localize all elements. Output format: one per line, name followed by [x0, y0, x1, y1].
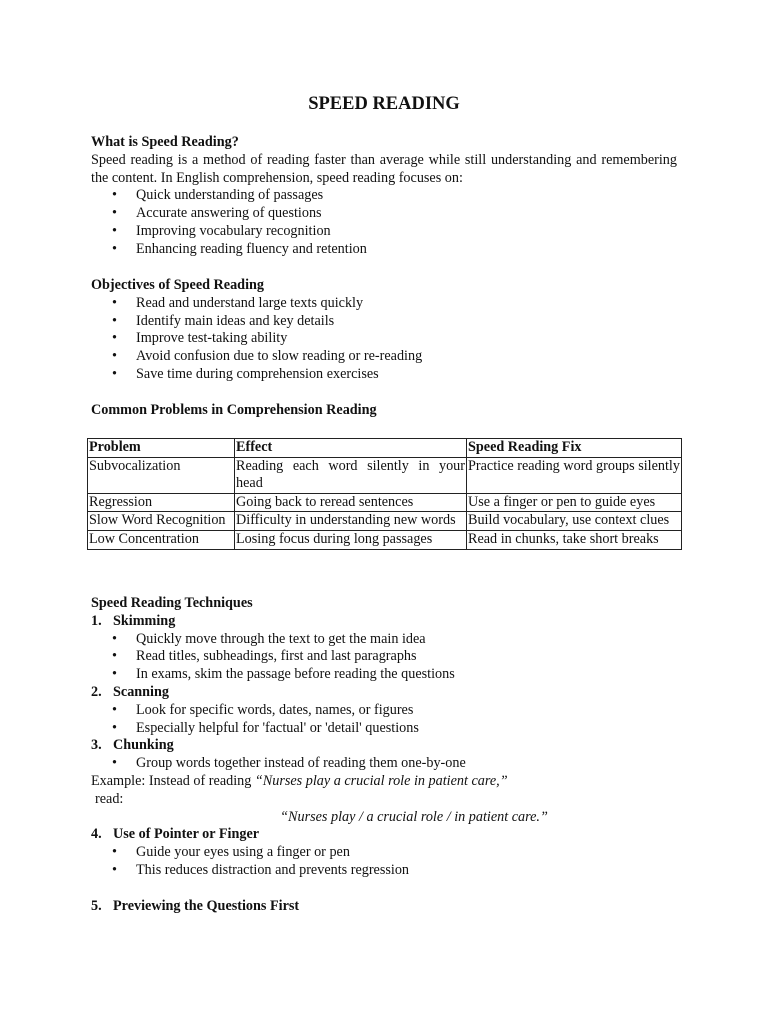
- technique-scanning: 2. Scanning: [91, 683, 169, 700]
- technique-previewing: 5. Previewing the Questions First: [91, 897, 300, 914]
- problems-table: [87, 438, 682, 550]
- problems-heading: Common Problems in Comprehension Reading: [91, 402, 377, 418]
- intro-heading: What is Speed Reading?: [91, 134, 239, 150]
- bullet-icon: •: [112, 861, 117, 878]
- list-item: • Accurate answering of questions: [112, 205, 322, 222]
- bullet-icon: •: [112, 365, 117, 382]
- technique-pointer: 4. Use of Pointer or Finger: [91, 826, 260, 843]
- list-item: • Quick understanding of passages: [112, 187, 324, 204]
- intro-bullet-list: [91, 187, 677, 258]
- bullet-icon: •: [112, 666, 117, 683]
- table-cell: Subvocalization: [88, 457, 235, 493]
- table-cell: Low Concentration: [88, 530, 235, 549]
- list-item: • Quickly move through the text to get the main idea: [112, 630, 426, 647]
- table-cell: Read in chunks, take short breaks: [467, 530, 682, 549]
- list-item: • Read and understand large texts quickly: [112, 294, 364, 311]
- skimming-bullet-list: [91, 631, 677, 684]
- column-header: Effect: [235, 439, 467, 458]
- table-cell: Practice reading word groups silently: [467, 457, 682, 493]
- table-cell: Build vocabulary, use context clues: [467, 512, 682, 531]
- bullet-icon: •: [112, 205, 117, 222]
- list-item: • Guide your eyes using a finger or pen: [112, 844, 350, 861]
- bullet-icon: •: [112, 312, 117, 329]
- list-item: • Save time during comprehension exercises: [112, 365, 379, 382]
- spacer: [91, 880, 677, 898]
- technique-chunking: 3. Chunking: [91, 737, 174, 754]
- table-row: [88, 457, 682, 493]
- table-cell: Reading each word silently in your head: [235, 457, 467, 493]
- bullet-icon: •: [112, 648, 117, 665]
- list-item: • Improve test-taking ability: [112, 330, 288, 347]
- table-cell: Difficulty in understanding new words: [235, 512, 467, 531]
- techniques-heading: Speed Reading Techniques: [91, 595, 253, 611]
- bullet-icon: •: [112, 630, 117, 647]
- list-item: • Improving vocabulary recognition: [112, 222, 331, 239]
- bullet-icon: •: [112, 294, 117, 311]
- bullet-icon: •: [112, 755, 117, 772]
- bullet-icon: •: [112, 844, 117, 861]
- list-item: • Look for specific words, dates, names, or figures: [112, 701, 414, 718]
- list-item: • Identify main ideas and key details: [112, 312, 335, 329]
- chunking-bullet-list: [91, 755, 677, 773]
- objectives-bullet-list: [91, 295, 677, 384]
- list-item: • Enhancing reading fluency and retention: [112, 240, 367, 257]
- techniques-section: [91, 595, 677, 916]
- list-item: • Especially helpful for 'factual' or 'detail' questions: [112, 719, 419, 736]
- table-cell: Slow Word Recognition: [88, 512, 235, 531]
- example-quote: “Nurses play a crucial role in patient care,”: [254, 772, 508, 789]
- objectives-heading: Objectives of Speed Reading: [91, 277, 265, 293]
- bullet-icon: •: [112, 240, 117, 257]
- column-header: Speed Reading Fix: [467, 439, 682, 458]
- bullet-icon: •: [112, 719, 117, 736]
- table-cell: Use a finger or pen to guide eyes: [467, 493, 682, 512]
- bullet-icon: •: [112, 348, 117, 365]
- bullet-icon: •: [112, 222, 117, 239]
- read-label: read:: [95, 790, 124, 807]
- technique-skimming: 1. Skimming: [91, 612, 176, 629]
- chunking-example: Example: Instead of reading “Nurses play a crucial role in patient care,”: [91, 772, 508, 789]
- page-title: SPEED READING: [308, 94, 460, 114]
- list-item: • Avoid confusion due to slow reading or re-reading: [112, 348, 423, 365]
- table-row: [88, 493, 682, 512]
- list-item: • This reduces distraction and prevents regression: [112, 861, 410, 878]
- objectives-section: [91, 277, 677, 384]
- table-row: [88, 530, 682, 549]
- table-cell: Going back to reread sentences: [235, 493, 467, 512]
- table-cell: Regression: [88, 493, 235, 512]
- intro-section: [91, 134, 677, 259]
- table-row: [88, 512, 682, 531]
- pointer-bullet-list: [91, 844, 677, 880]
- intro-paragraph: Speed reading is a method of reading faster than average while still understanding and remembering the content. In English comprehension, speed reading focuses on:: [91, 151, 677, 186]
- bullet-icon: •: [112, 330, 117, 347]
- table-cell: Losing focus during long passages: [235, 530, 467, 549]
- list-item: • Read titles, subheadings, first and last paragraphs: [112, 648, 417, 665]
- column-header: Problem: [88, 439, 235, 458]
- problems-section: [91, 402, 677, 420]
- list-item: • In exams, skim the passage before reading the questions: [112, 666, 455, 683]
- bullet-icon: •: [112, 187, 117, 204]
- table-header-row: [88, 439, 682, 458]
- scanning-bullet-list: [91, 702, 677, 738]
- chunked-quote: “Nurses play / a crucial role / in patient care.”: [280, 808, 548, 825]
- list-item: • Group words together instead of reading them one-by-one: [112, 755, 466, 772]
- bullet-icon: •: [112, 701, 117, 718]
